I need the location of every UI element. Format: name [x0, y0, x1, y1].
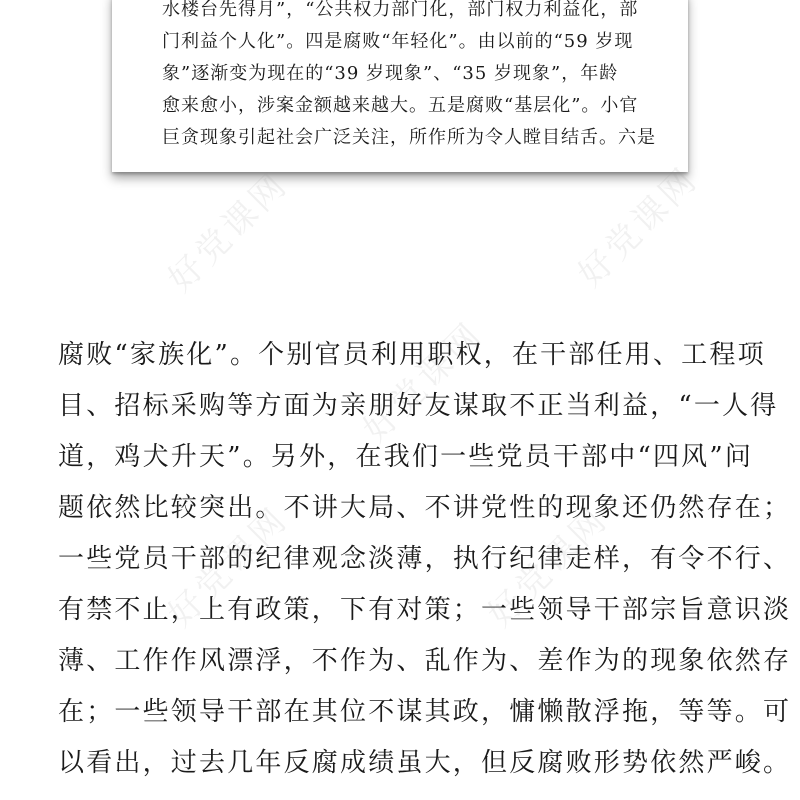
quote-line: 象”逐渐变为现在的“39 岁现象”、“35 岁现象”，年龄 [162, 63, 619, 84]
body-line: 腐败“家族化”。个别官员利用职权，在干部任用、工程项 [58, 340, 766, 370]
body-line: 目、招标采购等方面为亲朋好友谋取不正当利益，“一人得 [58, 391, 779, 421]
watermark: 好党课网 [355, 314, 492, 450]
body-line: 一些党员干部的纪律观念淡薄，执行纪律走样，有令不行、 [58, 544, 792, 574]
body-line: 有禁不止，上有政策，下有对策；一些领导干部宗旨意识淡 [58, 595, 792, 625]
body-line: 道，鸡犬升天”。另外，在我们一些党员干部中“四风”问 [58, 442, 754, 472]
quote-card [112, 0, 688, 172]
quote-line: 愈来愈小，涉案金额越来越大。五是腐败“基层化”。小官 [162, 95, 639, 116]
quote-line: 巨贪现象引起社会广泛关注，所作所为令人瞠目结舌。六是 [162, 127, 656, 148]
quote-line: 门利益个人化”。四是腐败“年轻化”。由以前的“59 岁现 [162, 31, 634, 52]
watermark: 好党课网 [570, 159, 707, 295]
body-text [58, 330, 792, 789]
watermark: 好党课网 [160, 499, 297, 635]
watermark: 好党课网 [160, 164, 297, 300]
body-line: 薄、工作作风漂浮，不作为、乱作为、差作为的现象依然存 [58, 646, 792, 676]
body-line: 以看出，过去几年反腐成绩虽大，但反腐败形势依然严峻。 [58, 748, 792, 778]
body-line: 题依然比较突出。不讲大局、不讲党性的现象还仍然存在； [58, 493, 792, 523]
quote-line: 水楼台先得月”，“公共权力部门化，部门权力利益化，部 [162, 0, 639, 20]
quote-text [162, 0, 656, 154]
body-line: 在；一些领导干部在其位不谋其政，慵懒散浮拖，等等。可 [58, 697, 792, 727]
watermark: 好党课网 [480, 499, 617, 635]
